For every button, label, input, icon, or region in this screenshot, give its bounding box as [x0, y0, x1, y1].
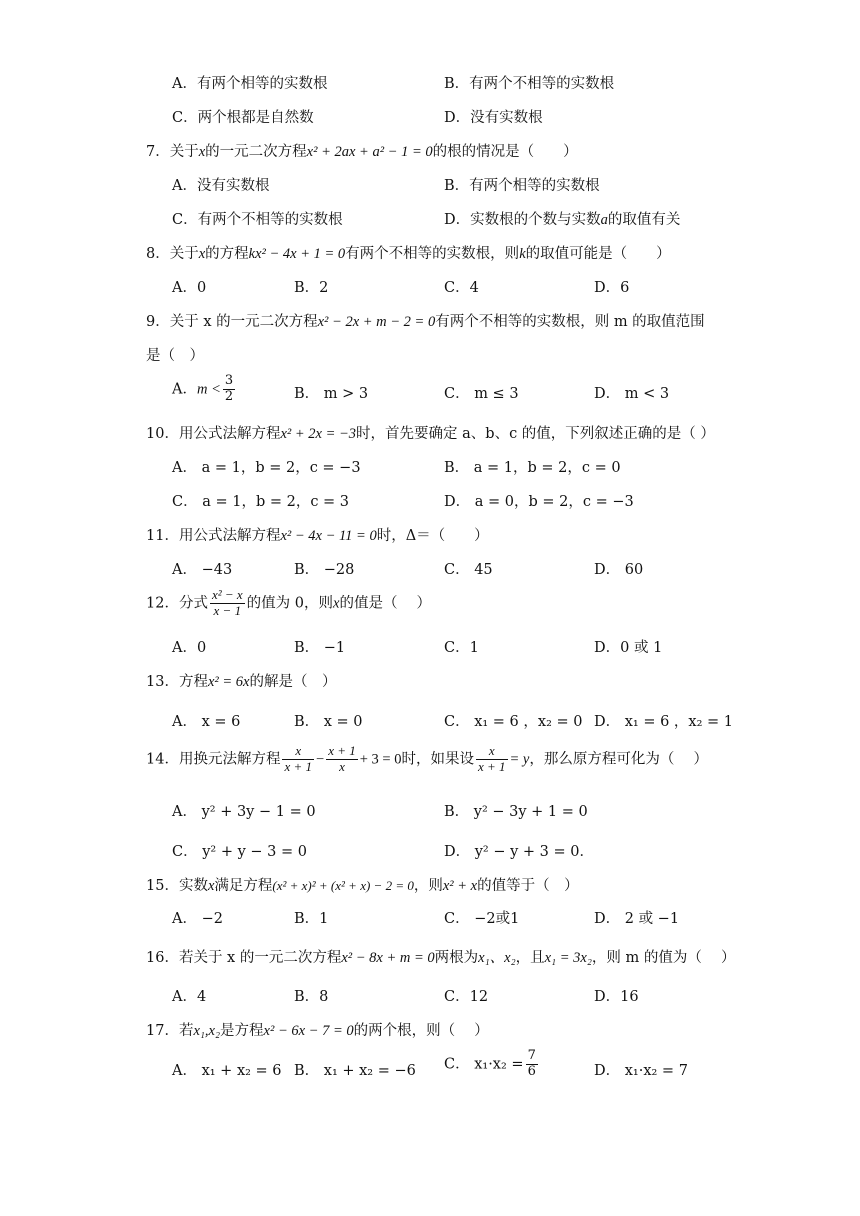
q17-option-c-pre: C． x₁·x₂ =: [444, 1056, 524, 1073]
q9-equation: x² − 2x + m − 2 = 0: [317, 314, 436, 330]
q7-option-d-pre: D．实数根的个数与实数: [444, 212, 601, 228]
q15-var-x: x: [207, 878, 215, 894]
q7-option-d-post: 的取值有关: [607, 212, 681, 228]
q15-option-a[interactable]: A． −2: [172, 911, 223, 927]
q16-stem: [146, 946, 735, 967]
q11-stem-post: 时，Δ＝（ ）: [376, 528, 489, 544]
q8-equation: kx² − 4x + 1 = 0: [248, 246, 346, 262]
q14-eq-y: = y: [509, 751, 530, 768]
q15-option-d[interactable]: D． 2 或 −1: [594, 911, 680, 927]
frac-denominator: x: [339, 758, 345, 774]
q16-stem-mid2: ，且: [515, 950, 545, 966]
q7-option-d[interactable]: [444, 208, 680, 229]
q11-option-b[interactable]: B． −28: [294, 562, 355, 578]
q8-stem-pre: 8．关于: [146, 246, 199, 262]
q8-option-d[interactable]: D．6: [594, 280, 630, 296]
q10-stem-pre: 10．用公式法解方程: [146, 426, 281, 442]
q9-stem: [146, 310, 705, 331]
q9-option-a-fraction: [223, 374, 235, 405]
q9-stem-post: 有两个不相等的实数根，则 m 的取值范围: [435, 314, 705, 330]
q13-stem-post: 的解是（ ）: [249, 674, 337, 690]
q8-option-b[interactable]: B．2: [294, 280, 329, 296]
q7-stem: [146, 140, 578, 161]
q6-option-b[interactable]: B．有两个不相等的实数根: [444, 76, 615, 92]
q9-option-a-label: A．: [172, 381, 197, 398]
q17-equation: x² − 6x − 7 = 0: [263, 1023, 354, 1039]
q16-equation: x² − 8x + m = 0: [341, 950, 435, 966]
q9-option-c[interactable]: C． m ≤ 3: [444, 386, 519, 402]
q15-stem-mid: 满足方程: [214, 878, 273, 894]
q14-stem: [146, 744, 708, 775]
q13-option-c[interactable]: C． x₁ = 6 ，x₂ = 0: [444, 714, 583, 730]
frac-denominator: 6: [527, 1063, 536, 1079]
q12-option-a[interactable]: A．0: [172, 640, 207, 656]
q13-option-a[interactable]: A． x = 6: [172, 714, 241, 730]
q7-var-x: x: [198, 144, 206, 160]
q12-stem: [146, 588, 431, 619]
q11-option-c[interactable]: C． 45: [444, 562, 493, 578]
q14-stem-post: ，那么原方程可化为（ ）: [529, 751, 708, 768]
q15-option-c[interactable]: C． −2或1: [444, 911, 520, 927]
frac-numerator: x + 1: [328, 743, 356, 758]
q14-option-b[interactable]: B． y² − 3y + 1 = 0: [444, 804, 588, 820]
q12-fraction: [210, 588, 245, 619]
q12-stem-pre: 12．分式: [146, 595, 208, 612]
q10-option-a[interactable]: A． a = 1，b = 2，c = −3: [172, 460, 361, 476]
q17-option-d[interactable]: D． x₁·x₂ = 7: [594, 1063, 688, 1079]
q8-option-c[interactable]: C．4: [444, 280, 479, 296]
frac-denominator: x + 1: [477, 758, 506, 774]
q11-equation: x² − 4x − 11 = 0: [280, 528, 377, 544]
q12-stem-mid: 的值为 0，则: [246, 595, 334, 612]
q14-fraction-2: [326, 744, 358, 775]
q8-var-x: x: [198, 246, 206, 262]
q11-stem: [146, 524, 489, 545]
q16-stem-pre: 16．若关于 x 的一元二次方程: [146, 950, 342, 966]
q9-option-d[interactable]: D． m < 3: [594, 386, 670, 402]
frac-numerator: 3: [224, 373, 234, 388]
q15-stem: [146, 874, 579, 895]
q8-stem: [146, 242, 671, 263]
q7-equation: x² + 2ax + a² − 1 = 0: [306, 144, 433, 160]
q7-option-c[interactable]: C．有两个不相等的实数根: [172, 212, 343, 228]
q12-option-d[interactable]: D．0 或 1: [594, 640, 663, 656]
q7-stem-pre: 7．关于: [146, 144, 199, 160]
q17-option-c-fraction: [526, 1049, 538, 1080]
q15-stem-mid2: ，则: [413, 878, 443, 894]
q10-stem: [146, 422, 715, 443]
q9-option-b[interactable]: B． m > 3: [294, 386, 369, 402]
q9-stem-pre: 9．关于 x 的一元二次方程: [146, 314, 318, 330]
q14-stem-pre: 14．用换元法解方程: [146, 751, 281, 768]
q16-roots: x₁、x₂: [478, 950, 516, 966]
q12-var-x: x: [333, 595, 340, 612]
q8-stem-post: 的取值可能是（ ）: [525, 246, 671, 262]
q7-option-b[interactable]: B．有两个相等的实数根: [444, 178, 600, 194]
q10-stem-post: 时，首先要确定 a、b、c 的值，下列叙述正确的是（ ）: [356, 426, 715, 442]
q7-var-a: a: [600, 212, 608, 228]
q15-equation: (x² + x)² + (x² + x) − 2 = 0: [272, 878, 414, 893]
q10-option-d[interactable]: D． a = 0，b = 2，c = −3: [444, 494, 634, 510]
q9-option-a[interactable]: [172, 374, 237, 405]
q11-stem-pre: 11．用公式法解方程: [146, 528, 281, 544]
q16-stem-mid: 两根为: [434, 950, 479, 966]
q12-option-c[interactable]: C．1: [444, 640, 479, 656]
q17-stem: [146, 1019, 489, 1040]
q15-stem-post: 的值等于（ ）: [477, 878, 579, 894]
q14-option-d[interactable]: D． y² − y + 3 = 0．: [444, 844, 594, 860]
q11-option-a[interactable]: A． −43: [172, 562, 233, 578]
q16-option-c[interactable]: C．12: [444, 989, 489, 1005]
q8-var-k: k: [519, 246, 526, 262]
q8-option-a[interactable]: A．0: [172, 280, 207, 296]
q13-stem-pre: 13．方程: [146, 674, 208, 690]
q10-option-c[interactable]: C． a = 1，b = 2，c = 3: [172, 494, 350, 510]
q14-fraction-3: [476, 744, 508, 775]
q14-fraction-1: [282, 744, 314, 775]
q10-option-b[interactable]: B． a = 1，b = 2，c = 0: [444, 460, 621, 476]
q11-option-d[interactable]: D． 60: [594, 562, 644, 578]
q15-option-b[interactable]: B．1: [294, 911, 329, 927]
q14-stem-mid: 时，如果设: [401, 751, 474, 768]
frac-denominator: x + 1: [284, 758, 312, 774]
q12-option-b[interactable]: B． −1: [294, 640, 346, 656]
q14-option-c[interactable]: C． y² + y − 3 = 0: [172, 844, 307, 860]
frac-denominator: x − 1: [213, 602, 242, 618]
q13-option-d[interactable]: D． x₁ = 6 ，x₂ = 1: [594, 714, 734, 730]
frac-numerator: 7: [527, 1048, 536, 1063]
q7-stem-mid: 的一元二次方程: [205, 144, 307, 160]
q7-option-a[interactable]: A．没有实数根: [172, 178, 270, 194]
q17-stem-post: 的两个根，则（ ）: [353, 1023, 489, 1039]
q15-expression: x² + x: [442, 878, 478, 894]
q13-stem: [146, 670, 336, 691]
q6-option-c[interactable]: C．两个根都是自然数: [172, 110, 314, 126]
q6-option-a[interactable]: A．有两个相等的实数根: [172, 76, 328, 92]
q6-option-d[interactable]: D．没有实数根: [444, 110, 543, 126]
q9-option-a-lhs: m <: [196, 381, 221, 398]
q14-minus: −: [316, 751, 325, 768]
q16-option-b[interactable]: B．8: [294, 989, 329, 1005]
q16-option-a[interactable]: A．4: [172, 989, 207, 1005]
q17-stem-pre: 17．若: [146, 1023, 194, 1039]
q12-stem-post: 的值是（ ）: [339, 595, 432, 612]
frac-denominator: 2: [224, 388, 234, 404]
q14-option-a[interactable]: A． y² + 3y − 1 = 0: [172, 804, 316, 820]
q8-stem-mid: 的方程: [205, 246, 249, 262]
q13-equation: x² = 6x: [207, 674, 250, 690]
q8-stem-mid2: 有两个不相等的实数根，则: [345, 246, 520, 262]
q17-option-b[interactable]: B． x₁ + x₂ = −6: [294, 1063, 416, 1079]
q17-roots: x₁,x₂: [193, 1023, 221, 1039]
q17-option-a[interactable]: A． x₁ + x₂ = 6: [172, 1063, 282, 1079]
q13-option-b[interactable]: B． x = 0: [294, 714, 363, 730]
q9-stem-line2: 是（ ）: [146, 348, 204, 364]
q7-stem-post: 的根的情况是（ ）: [432, 144, 578, 160]
q16-stem-post: ，则 m 的值为（ ）: [591, 950, 736, 966]
q17-option-c[interactable]: [444, 1049, 540, 1080]
q17-stem-mid: 是方程: [220, 1023, 264, 1039]
q16-option-d[interactable]: D．16: [594, 989, 639, 1005]
frac-numerator: x² − x: [211, 587, 243, 602]
frac-numerator: x: [282, 744, 314, 760]
q14-tail: + 3 = 0: [359, 751, 402, 768]
q15-stem-pre: 15．实数: [146, 878, 208, 894]
q16-condition: x₁ = 3x₂: [544, 950, 592, 966]
frac-numerator: x: [476, 744, 508, 760]
q10-equation: x² + 2x = −3: [280, 426, 357, 442]
